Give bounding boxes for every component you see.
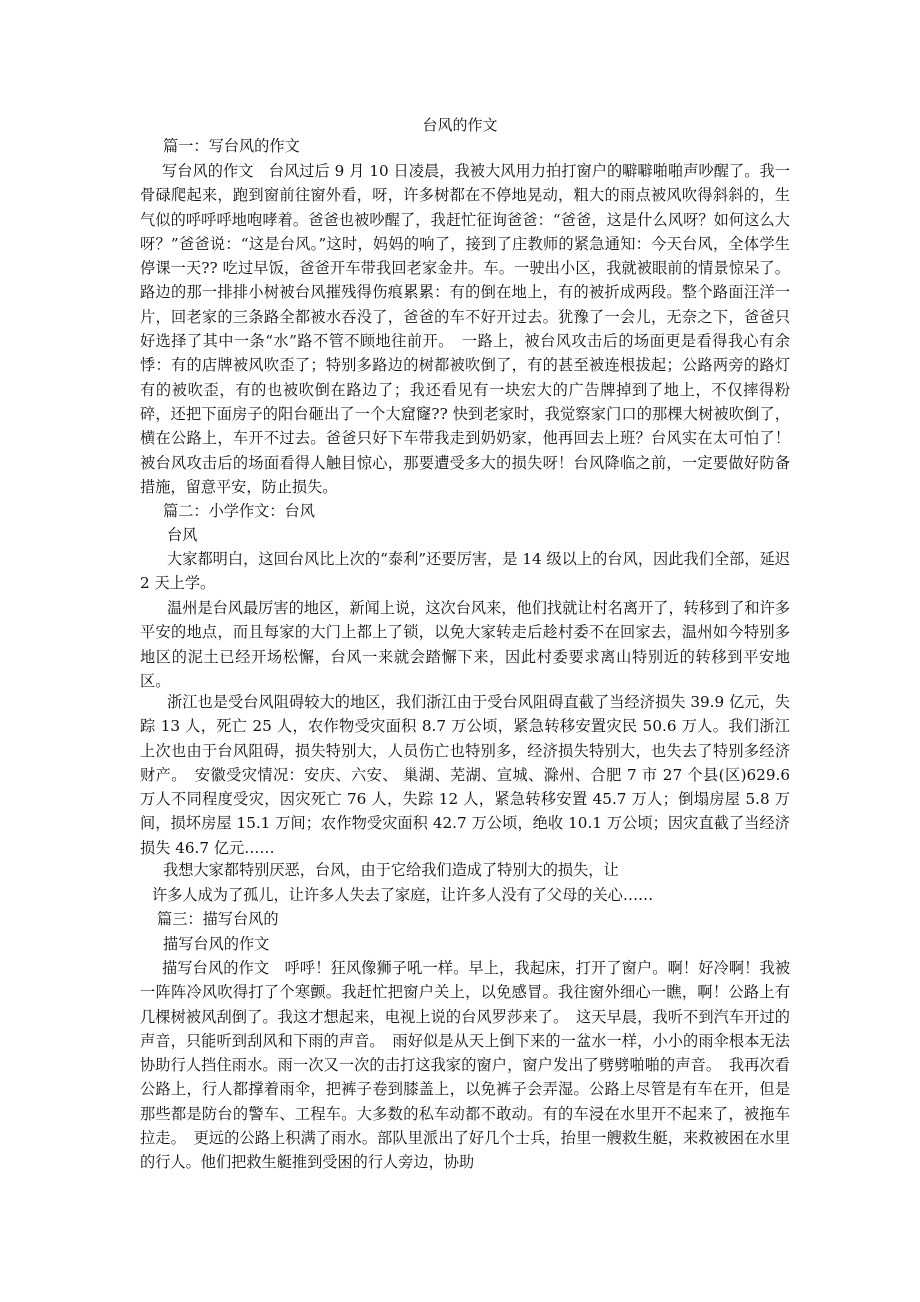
section-3-subtitle: 描写台风的作文 xyxy=(163,935,270,953)
section-3-heading: 篇三：描写台风的 xyxy=(157,910,279,928)
section-2-paragraph-4-line-1: 我想大家都特别厌恶，台风，由于它给我们造成了特别大的损失，让 xyxy=(163,861,619,879)
section-2-heading: 篇二：小学作文：台风 xyxy=(163,502,315,520)
document-title: 台风的作文 xyxy=(422,116,498,134)
section-2-paragraph-1: 大家都明白，这回台风比上次的“泰利”还要厉害，是 14 级以上的台风，因此我们全部，延迟 2 天上学。 xyxy=(140,550,790,593)
section-1-body: 写台风的作文 台风过后 9 月 10 日凌晨，我被大风用力拍打窗户的噼噼啪啪声吵醒了。我一骨碌爬起来，跑到窗前往窗外看，呀，许多树都在不停地晃动，粗大的雨点被风吹得斜斜的，生气似的呼呼呼地咆哮着。爸爸也被吵醒了，我赶忙征询爸爸：“爸爸，这是什么风呀？如何这么大呀？”爸爸说：“这是台风。”这时，妈妈的响了，接到了庄教师的紧急通知：今天台风，全体学生停课一天?? 吃过早饭，爸爸开车带我回老家金井。车。一驶出小区，我就被眼前的情景惊呆了。路边的那一排排小树被台风摧残得伤痕累累：有的倒在地上，有的被折成两段。整个路面汪洋一片，回老家的三条路全都被水吞没了，爸爸的车不好开过去。犹豫了一会儿，无奈之下，爸爸只好选择了其中一条“水”路不管不顾地往前开。 一路上，被台风攻击后的场面更是看得我心有余悸：有的店牌被风吹歪了；特别多路边的树都被吹倒了，有的甚至被连根拔起；公路两旁的路灯有的被吹歪，有的也被吹倒在路边了；我还看见有一块宏大的广告牌掉到了地上，不仅摔得粉碎，还把下面房子的阳台砸出了一个大窟窿?? 快到老家时，我觉察家门口的那棵大树被吹倒了，横在公路上，车开不过去。爸爸只好下车带我走到奶奶家，他再回去上班？台风实在太可怕了！被台风攻击后的场面看得人触目惊心，那要遭受多大的损失呀！台风降临之前，一定要做好防备措施，留意平安，防止损失。 xyxy=(140,162,790,496)
section-3-body: 描写台风的作文 呼呼！狂风像狮子吼一样。早上，我起床，打开了窗户。啊！好冷啊！我被一阵阵冷风吹得打了个寒颤。我赶忙把窗户关上，以免感冒。我往窗外细心一瞧，啊！公路上有几棵树被风刮倒了。我这才想起来，电视上说的台风罗莎来了。 这天早晨，我听不到汽车开过的声音，只能听到刮风和下雨的声音。 雨好似是从天上倒下来的一盆水一样，小小的雨伞根本无法协助行人挡住雨水。雨一次又一次的击打这我家的窗户，窗户发出了劈劈啪啪的声音。 我再次看公路上，行人都撑着雨伞，把裤子卷到膝盖上，以免裤子会弄湿。公路上尽管是有车在开，但是那些都是防台的警车、工程车。大多数的私车动都不敢动。有的车浸在水里开不起来了，被拖车拉走。 更远的公路上积满了雨水。部队里派出了好几个士兵，抬里一艘救生艇，来救被困在水里的行人。他们把救生艇推到受困的行人旁边，协助 xyxy=(140,959,790,1172)
section-2-paragraph-2: 温州是台风最厉害的地区，新闻上说，这次台风来，他们找就让村名离开了，转移到了和许多平安的地点，而且每家的大门上都上了锁，以免大家转走后趁村委不在回家去，温州如今特别多地区的泥土已经开场松懈，台风一来就会踏懈下来，因此村委要求离山特别近的转移到平安地区。 xyxy=(140,599,790,690)
section-2-paragraph-4-line-2: 许多人成为了孤儿，让许多人失去了家庭，让许多人没有了父母的关心…… xyxy=(152,886,654,904)
section-1-heading: 篇一：写台风的作文 xyxy=(163,137,300,155)
section-2-paragraph-3: 浙江也是受台风阻碍较大的地区，我们浙江由于受台风阻碍直截了当经济损失 39.9 亿元，失踪 13 人，死亡 25 人，农作物受灾面积 8.7 万公顷，紧急转移安置灾民 50.6 万人。我们浙江上次也由于台风阻碍，损失特别大，人员伤亡也特别多，经济损失特别大，也失去了特别多经济财产。 安徽受灾情况：安庆、六安、 巢湖、芜湖、宣城、滁州、合肥 7 市 27 个县(区)629.6 万人不同程度受灾，因灾死亡 76 人，失踪 12 人，紧急转移安置 45.7 万人；倒塌房屋 5.8 万间，损坏房屋 15.1 万间；农作物受灾面积 42.7 万公顷，绝收 10.1 万公顷；因灾直截了当经济损失 46.7 亿元…… xyxy=(140,693,790,857)
section-2-subtitle: 台风 xyxy=(167,526,198,544)
